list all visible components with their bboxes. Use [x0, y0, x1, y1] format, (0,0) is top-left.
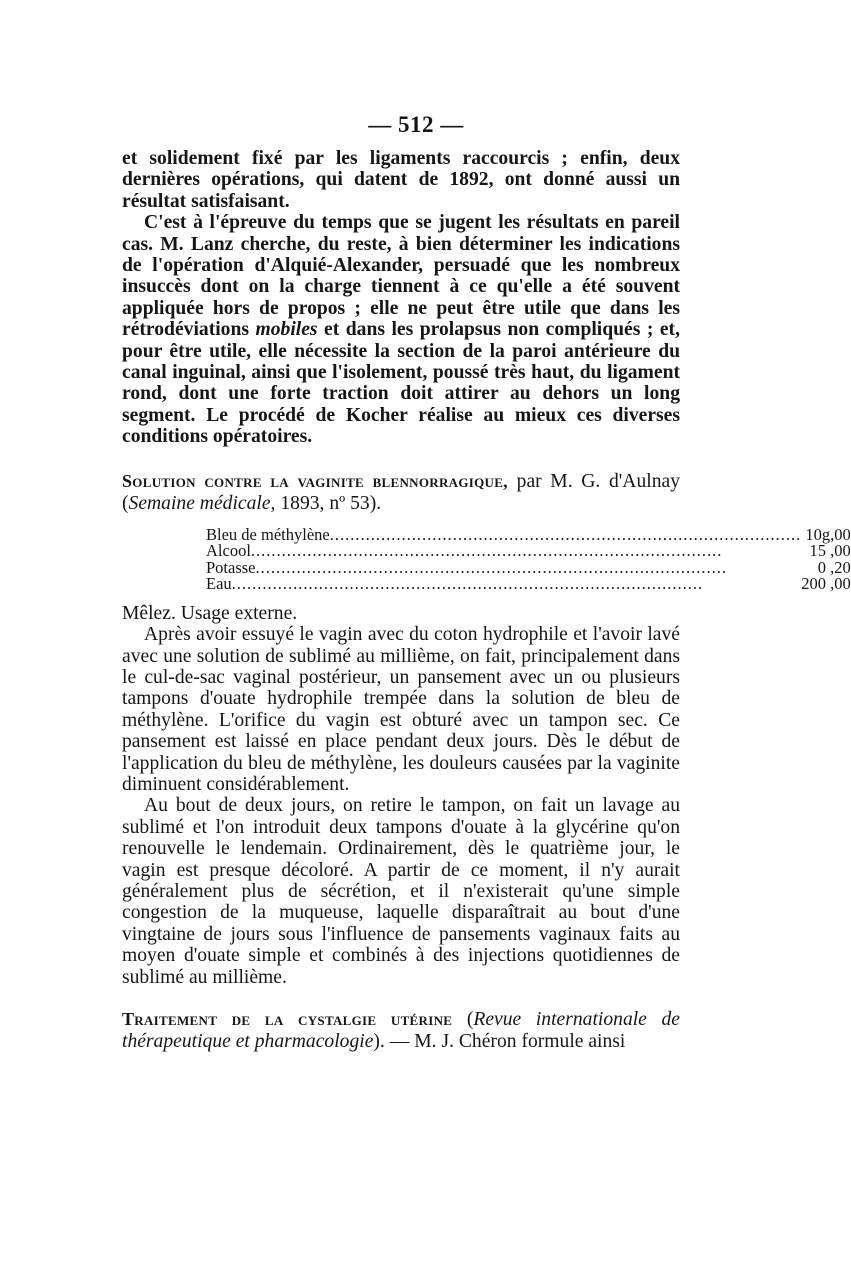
intro-section — [122, 148, 680, 448]
section-source: Semaine médicale, — [128, 492, 276, 514]
section-title-vaginite: Solution contre la vaginite blennorragique, — [122, 470, 508, 491]
section2-rest: ). — M. J. Chéron formule ainsi — [373, 1031, 626, 1052]
page-number: — 512 — — [368, 112, 464, 137]
prescription-ingredient: Bleu de méthylène ..... — [206, 527, 801, 544]
prescription-table — [206, 524, 851, 594]
paragraph-intro-2-rest: et dans les prolapsus non compliqués ; et, pour être utile, elle nécessite la section de la paroi antérieure du canal inguinal, ainsi que l'isolement, poussé très haut, du ligament rond, dont une forte traction doit attirer au dehors un long segment. Le procédé de Kocher réalise au mieux ces diverses conditions opératoires. — [122, 319, 680, 448]
section-heading-cystalgie — [122, 1008, 680, 1053]
section-title-cystalgie: Traitement de la cystalgie utérine — [122, 1009, 453, 1029]
paragraph-intro-1: et solidement fixé par les ligaments raccourcis ; enfin, deux dernières opérations, qui datent de 1892, ont donné aussi un résultat satisfaisant. — [122, 148, 680, 212]
section2-paren: ( — [466, 1009, 474, 1030]
section-author: par M. G. d'Aulnay ( — [122, 470, 680, 514]
document-page — [122, 112, 851, 1053]
body-section — [122, 603, 680, 988]
prescription-row — [206, 576, 851, 593]
prescription-ingredient: Alcool ..... — [206, 543, 801, 560]
section-heading-vaginite — [122, 470, 680, 515]
prescription-quantity: 10g,00 — [805, 524, 851, 544]
section2-source: Revue internationale de thérapeutique et pharmacologie — [122, 1009, 680, 1052]
prescription-quantity: 15 ,00 — [809, 541, 851, 561]
italic-mobiles: mobiles — [255, 319, 318, 341]
paragraph-intro-2 — [122, 212, 680, 447]
prescription-ingredient: Potasse ..... — [206, 560, 801, 577]
section-source-rest: 1893, nº 53). — [280, 492, 382, 514]
paragraph-usage: Mêlez. Usage externe. — [122, 602, 298, 624]
prescription-ingredient: Eau ..... — [206, 576, 801, 593]
prescription-quantity: 0 ,20 — [817, 557, 851, 577]
paragraph-body-1: Après avoir essuyé le vagin avec du coton hydrophile et l'avoir lavé avec une solution de sublimé au millième, on fait, principalement dans le cul-de-sac vaginal postérieur, un pansement avec un ou plusieurs tampons d'ouate hydrophile trempée dans la solution de bleu de méthylène. L'orifice du vagin est obturé avec un tampon sec. Ce pansement est laissé en place pendant deux jours. Dès le début de l'application du bleu de méthylène, les douleurs causées par la vaginite diminuent considérablement. — [122, 624, 680, 795]
paragraph-intro-2-text: C'est à l'épreuve du temps que se jugent les résultats en pareil cas. M. Lanz cherche, du reste, à bien déterminer les indications de l'opération d'Alquié-Alexander, persuadé que les nombreux insuccès dont on la charge tiennent à ce qu'elle a été souvent appliquée hors de propos ; elle ne peut être utile que dans les rétrodéviations — [122, 212, 680, 341]
paragraph-body-2: Au bout de deux jours, on retire le tampon, on fait un lavage au sublimé et l'on introduit deux tampons d'ouate à la glycérine qu'on renouvelle le lendemain. Ordinairement, dès le quatrième jour, le vagin est presque décoloré. A partir de ce moment, il n'y aurait généralement plus de sécrétion, et il n'existerait qu'une simple congestion de la muqueuse, laquelle disparaîtrait au bout d'une vingtaine de jours sous l'influence de pansements vaginaux faits au moyen d'ouate simple et combinés à des injections quotidiennes de sublimé au millième. — [122, 795, 680, 988]
prescription-quantity: 200 ,00 — [801, 574, 851, 594]
